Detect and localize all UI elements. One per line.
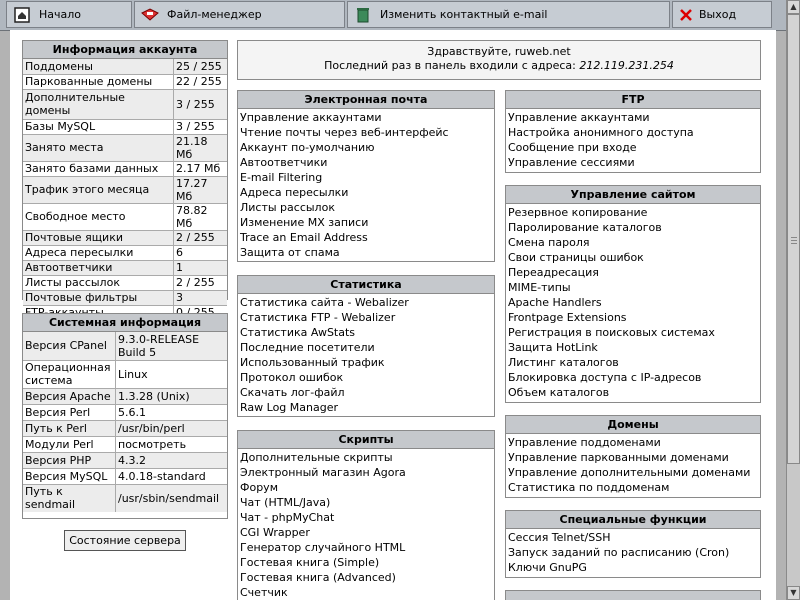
info-label: Паркованные домены	[23, 74, 174, 89]
info-row	[23, 203, 227, 230]
info-label: Версия Apache	[23, 388, 116, 404]
email-links	[238, 109, 494, 261]
info-value: 3	[174, 290, 228, 305]
special-functions-links	[506, 529, 760, 576]
info-value: 5.6.1	[116, 404, 228, 420]
info-row	[23, 89, 227, 119]
site-link[interactable]: Защита HotLink	[508, 341, 598, 354]
last-login-ip: 212.119.231.254	[579, 59, 674, 72]
scripts-link[interactable]: Чат (HTML/Java)	[240, 496, 331, 509]
logout-button[interactable]	[672, 1, 772, 28]
site-link[interactable]: Переадресация	[508, 266, 599, 279]
scripts-link[interactable]: Счетчик	[240, 586, 288, 599]
account-info-title: Информация аккаунта	[23, 41, 227, 59]
info-row	[23, 420, 227, 436]
site-link[interactable]: Блокировка доступа с IP-адресов	[508, 371, 702, 384]
info-label: Путь к sendmail	[23, 484, 116, 512]
stats-link[interactable]: Статистика сайта - Webalizer	[240, 296, 409, 309]
stats-panel-title: Статистика	[238, 276, 494, 294]
stats-link[interactable]: Протокол ошибок	[240, 371, 344, 384]
scripts-link[interactable]: Электронный магазин Agora	[240, 466, 406, 479]
info-row	[23, 230, 227, 245]
scroll-grip-line	[791, 240, 797, 241]
file-manager-label: Файл-менеджер	[167, 8, 262, 21]
site-management-title: Управление сайтом	[506, 186, 760, 204]
scripts-link[interactable]: Гостевая книга (Simple)	[240, 556, 380, 569]
info-value: 4.3.2	[116, 452, 228, 468]
info-row	[23, 468, 227, 484]
domains-link[interactable]: Статистика по поддоменам	[508, 481, 670, 494]
site-link[interactable]: Frontpage Extensions	[508, 311, 627, 324]
info-label: Модули Perl	[23, 436, 116, 452]
site-link[interactable]: Смена пароля	[508, 236, 590, 249]
scripts-link[interactable]: Дополнительные скрипты	[240, 451, 393, 464]
info-value: 3 / 255	[174, 89, 228, 119]
info-value: /usr/bin/perl	[116, 420, 228, 436]
info-value: 6	[174, 245, 228, 260]
info-label: Почтовые ящики	[23, 230, 174, 245]
info-row	[23, 290, 227, 305]
change-email-label: Изменить контактный e-mail	[380, 8, 548, 21]
email-link[interactable]: Адреса пересылки	[240, 186, 349, 199]
info-value: 25 / 255	[174, 59, 228, 74]
change-email-button[interactable]	[347, 1, 670, 28]
stats-link[interactable]: Raw Log Manager	[240, 401, 338, 414]
info-row	[23, 404, 227, 420]
site-link[interactable]: Резервное копирование	[508, 206, 648, 219]
ftp-panel	[505, 90, 761, 173]
site-link[interactable]: MIME-типы	[508, 281, 571, 294]
info-label: Версия PHP	[23, 452, 116, 468]
info-row	[23, 275, 227, 290]
trash-can-icon	[354, 7, 372, 23]
email-link[interactable]: Автоответчики	[240, 156, 328, 169]
scripts-link[interactable]: CGI Wrapper	[240, 526, 310, 539]
info-row	[23, 484, 227, 512]
site-link[interactable]: Свои страницы ошибок	[508, 251, 644, 264]
info-value: /usr/sbin/sendmail	[116, 484, 228, 512]
info-label: Трафик этого месяца	[23, 176, 174, 203]
close-icon	[677, 7, 695, 23]
home-icon	[13, 7, 31, 23]
email-panel-title: Электронная почта	[238, 91, 494, 109]
info-label: Версия Perl	[23, 404, 116, 420]
scripts-link[interactable]: Генератор случайного HTML	[240, 541, 406, 554]
info-value: Linux	[116, 360, 228, 388]
stats-link[interactable]: Статистика FTP - Webalizer	[240, 311, 396, 324]
info-label: Занято базами данных	[23, 161, 174, 176]
stats-link[interactable]: Использованный трафик	[240, 356, 385, 369]
site-link[interactable]: Регистрация в поисковых системах	[508, 326, 715, 339]
info-row	[23, 260, 227, 275]
info-label: Адреса пересылки	[23, 245, 174, 260]
scroll-grip-line	[791, 237, 797, 238]
special-link[interactable]: Ключи GnuPG	[508, 561, 587, 574]
info-label: Почтовые фильтры	[23, 290, 174, 305]
system-info-title: Системная информация	[23, 314, 227, 332]
info-value: посмотреть	[116, 436, 228, 452]
file-manager-icon	[141, 7, 159, 23]
ftp-link[interactable]: Настройка анонимного доступа	[508, 126, 694, 139]
info-label: Листы рассылок	[23, 275, 174, 290]
email-panel	[237, 90, 495, 262]
scripts-links	[238, 449, 494, 600]
info-value: 1.3.28 (Unix)	[116, 388, 228, 404]
email-link[interactable]: Листы рассылок	[240, 201, 335, 214]
stats-panel	[237, 275, 495, 417]
file-manager-button[interactable]	[134, 1, 345, 28]
home-label: Начало	[39, 8, 82, 21]
special-link[interactable]: Сессия Telnet/SSH	[508, 531, 611, 544]
stats-link[interactable]: Последние посетители	[240, 341, 375, 354]
info-row	[23, 360, 227, 388]
top-toolbar	[0, 0, 786, 31]
info-label: Операционная система	[23, 360, 116, 388]
site-link[interactable]: Листинг каталогов	[508, 356, 619, 369]
info-row	[23, 134, 227, 161]
info-value: 17.27 Мб	[174, 176, 228, 203]
greeting-panel	[237, 40, 761, 80]
info-row	[23, 119, 227, 134]
info-row	[23, 161, 227, 176]
info-row	[23, 388, 227, 404]
next-panel-partial	[505, 590, 761, 600]
scripts-link[interactable]: Форум	[240, 481, 278, 494]
scripts-link[interactable]: Гостевая книга (Advanced)	[240, 571, 396, 584]
site-management-panel	[505, 185, 761, 403]
scripts-panel	[237, 430, 495, 600]
info-row	[23, 245, 227, 260]
info-label: Версия MySQL	[23, 468, 116, 484]
info-row	[23, 332, 227, 360]
stats-link[interactable]: Статистика AwStats	[240, 326, 356, 339]
info-value: 4.0.18-standard	[116, 468, 228, 484]
info-value: 21.18 Мб	[174, 134, 228, 161]
scripts-panel-title: Скрипты	[238, 431, 494, 449]
scroll-thumb[interactable]	[787, 14, 800, 464]
info-value: 3 / 255	[174, 119, 228, 134]
domains-link[interactable]: Управление паркованными доменами	[508, 451, 729, 464]
ftp-panel-title: FTP	[506, 91, 760, 109]
server-status-button[interactable]: Состояние сервера	[64, 530, 186, 551]
last-login-text: Последний раз в панель входили с адреса:	[324, 59, 576, 72]
home-button[interactable]	[6, 1, 132, 28]
ftp-link[interactable]: Управление сессиями	[508, 156, 635, 169]
ftp-link[interactable]: Управление аккаунтами	[508, 111, 650, 124]
domains-panel-title: Домены	[506, 416, 760, 434]
domains-link[interactable]: Управление поддоменами	[508, 436, 661, 449]
scripts-link[interactable]: Чат - phpMyChat	[240, 511, 335, 524]
info-label: Дополнительные домены	[23, 89, 174, 119]
info-row	[23, 436, 227, 452]
info-value: 78.82 Мб	[174, 203, 228, 230]
info-row	[23, 74, 227, 89]
scroll-grip-line	[791, 243, 797, 244]
greeting-line: Здравствуйте, ruweb.net	[427, 45, 571, 58]
special-functions-title: Специальные функции	[506, 511, 760, 529]
email-link[interactable]: E-mail Filtering	[240, 171, 323, 184]
info-label: Поддомены	[23, 59, 174, 74]
info-label: Автоответчики	[23, 260, 174, 275]
info-label: Занято места	[23, 134, 174, 161]
system-info-panel	[22, 313, 228, 519]
info-value: 2 / 255	[174, 275, 228, 290]
vertical-scrollbar[interactable]	[786, 0, 800, 600]
domains-link[interactable]: Управление дополнительными доменами	[508, 466, 751, 479]
email-link[interactable]: Trace an Email Address	[240, 231, 368, 244]
scroll-down-arrow-icon[interactable]: ▼	[787, 586, 800, 600]
info-row	[23, 176, 227, 203]
site-link[interactable]: Apache Handlers	[508, 296, 602, 309]
scroll-up-arrow-icon[interactable]: ▲	[787, 0, 800, 14]
main-content	[10, 30, 776, 600]
email-link[interactable]: Управление аккаунтами	[240, 111, 382, 124]
info-value: 22 / 255	[174, 74, 228, 89]
info-label: Свободное место	[23, 203, 174, 230]
stats-links	[238, 294, 494, 416]
account-info-panel	[22, 40, 228, 304]
info-label: Путь к Perl	[23, 420, 116, 436]
info-value: 9.3.0-RELEASE Build 5	[116, 332, 228, 360]
domains-links	[506, 434, 760, 496]
info-value: 1	[174, 260, 228, 275]
info-value: 2.17 Мб	[174, 161, 228, 176]
special-functions-panel	[505, 510, 761, 578]
email-link[interactable]: Аккаунт по-умолчанию	[240, 141, 375, 154]
stats-link[interactable]: Скачать лог-файл	[240, 386, 345, 399]
email-link[interactable]: Защита от спама	[240, 246, 340, 259]
last-login-line	[238, 59, 760, 73]
next-panel-title	[506, 591, 760, 600]
site-link[interactable]: Объем каталогов	[508, 386, 610, 399]
account-info-table	[23, 59, 227, 320]
site-link[interactable]: Паролирование каталогов	[508, 221, 662, 234]
ftp-link[interactable]: Сообщение при входе	[508, 141, 637, 154]
info-row	[23, 59, 227, 74]
info-row	[23, 452, 227, 468]
info-value: 2 / 255	[174, 230, 228, 245]
info-label: Версия CPanel	[23, 332, 116, 360]
special-link[interactable]: Запуск заданий по расписанию (Cron)	[508, 546, 730, 559]
ftp-links	[506, 109, 760, 171]
domains-panel	[505, 415, 761, 498]
email-link[interactable]: Изменение MX записи	[240, 216, 369, 229]
site-management-links	[506, 204, 760, 401]
system-info-table	[23, 332, 227, 512]
email-link[interactable]: Чтение почты через веб-интерфейс	[240, 126, 449, 139]
logout-label: Выход	[699, 8, 737, 21]
info-label: Базы MySQL	[23, 119, 174, 134]
